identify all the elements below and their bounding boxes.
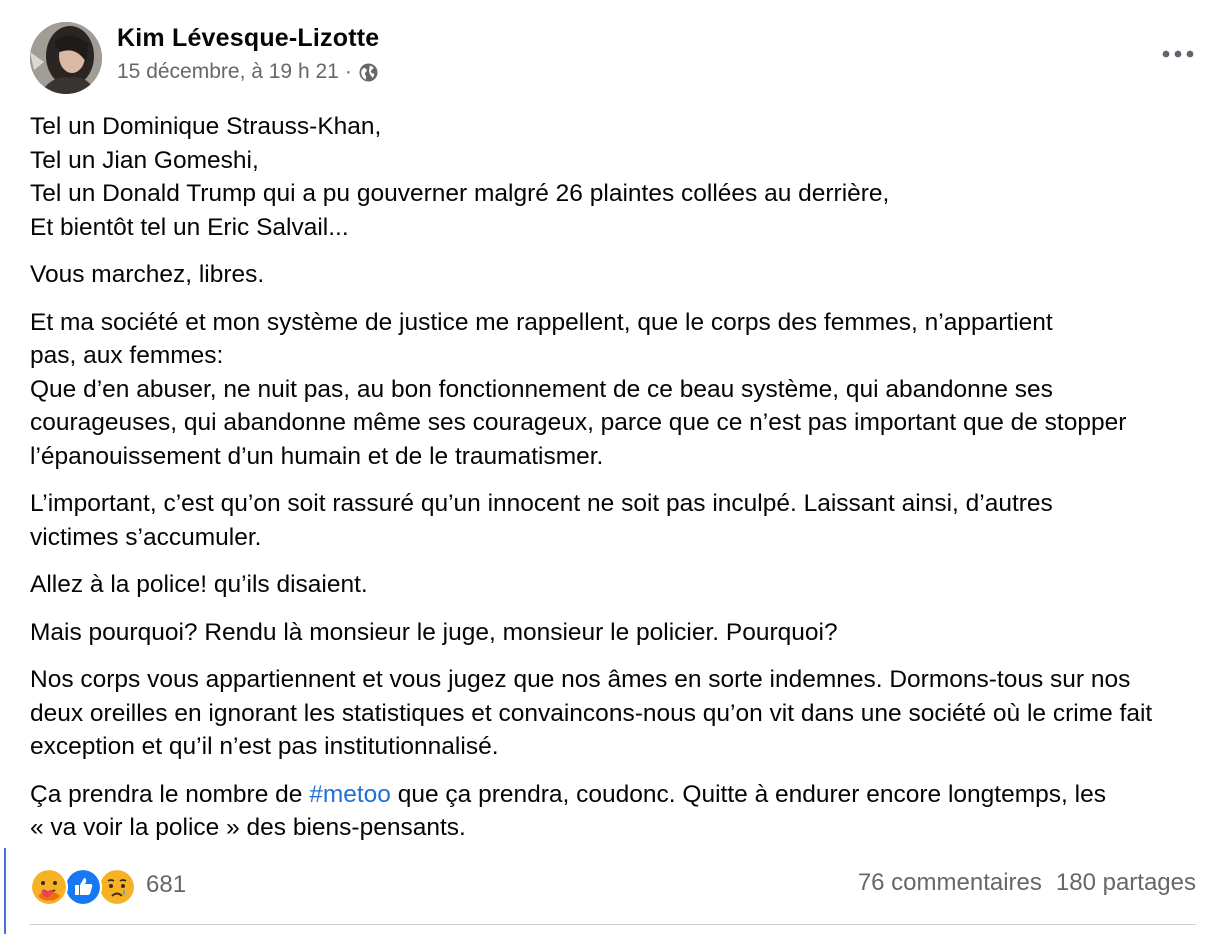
line: Que d’en abuser, ne nuit pas, au bon fonctionnement de ce beau système, qui abandonne ses courageuses, qui abandonne même ses courageux, parce que ce n’est pas important que de stopper l’épanouissement d’un humain et de le traumatismer. <box>30 375 1127 470</box>
reactions-summary[interactable] <box>30 866 186 904</box>
post-meta <box>117 60 379 84</box>
post-footer <box>30 866 1196 906</box>
reaction-count: 681 <box>146 871 187 898</box>
text-segment: Ça prendra le nombre de <box>30 780 310 808</box>
sad-reaction-icon <box>98 868 136 906</box>
paragraph-1 <box>30 110 1205 244</box>
paragraph-8 <box>30 778 1110 845</box>
reaction-icons <box>30 866 134 904</box>
paragraph-5: Allez à la police! qu’ils disaient. <box>30 571 368 598</box>
paragraph-2: Vous marchez, libres. <box>30 261 265 288</box>
line: Tel un Jian Gomeshi, <box>30 146 259 174</box>
paragraph-7: Nos corps vous appartiennent et vous jugez que nos âmes en sorte indemnes. Dormons-tous sur nos deux oreilles en ignorant les statistiques et convaincons-nous qu’on vit dans une société où le crime fait exception et qu’il n’est pas institutionnalisé. <box>30 666 1153 760</box>
paragraph-3 <box>30 306 1127 474</box>
avatar[interactable] <box>30 22 102 94</box>
paragraph-4: L’important, c’est qu’on soit rassuré qu’un innocent ne soit pas inculpé. Laissant ainsi, d’autres victimes s’accumuler. <box>30 490 1053 551</box>
line: Tel un Donald Trump qui a pu gouverner malgré 26 plaintes collées au derrière, <box>30 180 890 207</box>
shares-count[interactable]: 180 partages <box>1055 869 1196 896</box>
engagement-stats <box>858 869 1196 897</box>
globe-icon[interactable] <box>358 62 379 83</box>
line: Tel un Dominique Strauss-Khan, <box>30 113 382 140</box>
hashtag-link[interactable]: #metoo <box>309 780 391 808</box>
line: Et bientôt tel un Eric Salvail... <box>30 213 349 241</box>
more-options-icon <box>1162 50 1194 58</box>
post-header <box>30 22 1200 96</box>
comments-count[interactable]: 76 commentaires <box>857 869 1042 896</box>
line: Et ma société et mon système de justice me rappellent, que le corps des femmes, n’appartient pas, aux femmes: <box>30 308 1053 369</box>
like-reaction-icon <box>64 868 102 906</box>
author-name[interactable]: Kim Lévesque-Lizotte <box>117 24 380 52</box>
post-text <box>30 110 1205 859</box>
paragraph-6: Mais pourquoi? Rendu là monsieur le juge, monsieur le policier. Pourquoi? <box>30 618 838 646</box>
care-reaction-icon <box>30 868 68 906</box>
meta-separator: · <box>344 60 352 83</box>
more-options-button[interactable] <box>1156 38 1200 70</box>
footer-divider <box>30 924 1196 925</box>
text-segment: que ça prendra, coudonc. Quitte à endurer encore longtemps, les « va voir la police » des biens-pensants. <box>30 780 1106 841</box>
post-timestamp[interactable]: 15 décembre, à 19 h 21 <box>117 60 339 83</box>
left-edge-accent <box>4 848 6 934</box>
avatar-image <box>30 22 102 94</box>
